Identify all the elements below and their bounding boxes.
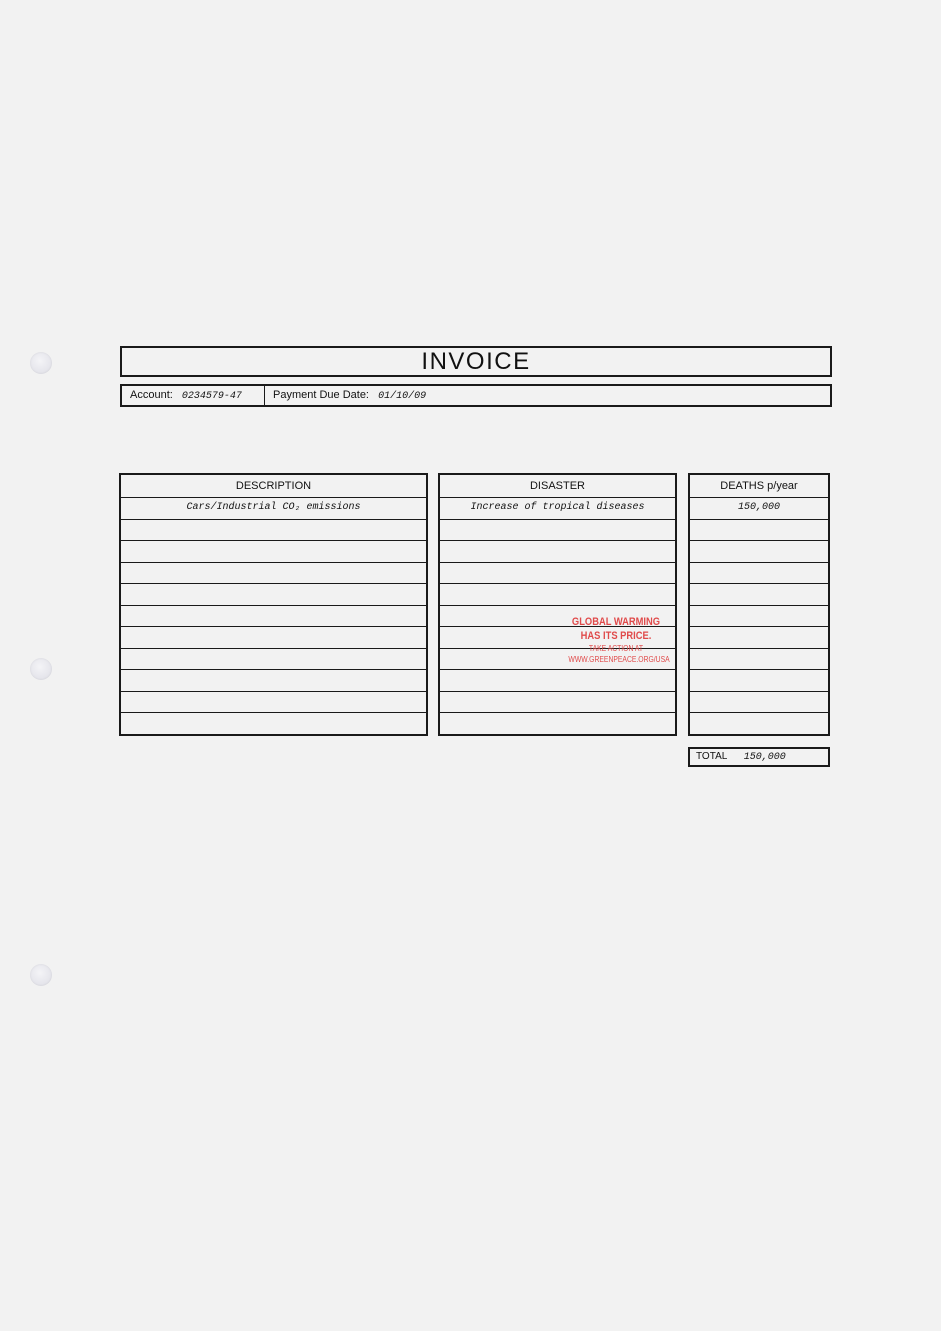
table-cell-description: [121, 584, 426, 606]
account-cell: [122, 386, 265, 405]
due-date-value: 01/10/09: [378, 391, 427, 402]
table-cell-disaster: [440, 520, 675, 542]
binder-hole-bottom: [30, 964, 52, 986]
total-label: TOTAL: [696, 751, 727, 762]
table-cell-description: [121, 541, 426, 563]
total-box: [688, 747, 830, 767]
table-cell-description: [121, 520, 426, 542]
table-cell-description: [121, 649, 426, 671]
account-label: Account:: [130, 389, 173, 401]
stamp-line-3: TAKE ACTION AT: [588, 644, 644, 653]
table-cell-description: [121, 627, 426, 649]
table-cell-description: Cars/Industrial CO₂ emissions: [121, 498, 426, 520]
description-column: [119, 473, 428, 736]
table-cell-deaths: [690, 713, 828, 734]
table-cell-disaster: [440, 584, 675, 606]
table-cell-deaths: [690, 520, 828, 542]
table-cell-description: [121, 563, 426, 585]
table-cell-deaths: [690, 541, 828, 563]
due-date-cell: [265, 386, 426, 405]
table-cell-description: [121, 606, 426, 628]
table-cell-description: [121, 692, 426, 714]
binder-hole-middle: [30, 658, 52, 680]
table-cell-deaths: [690, 627, 828, 649]
binder-hole-top: [30, 352, 52, 374]
invoice-info-bar: [120, 384, 832, 407]
deaths-column: [688, 473, 830, 736]
disaster-header: DISASTER: [440, 475, 675, 498]
table-cell-deaths: 150,000: [690, 498, 828, 520]
invoice-title: INVOICE: [120, 346, 832, 377]
deaths-rows: [690, 498, 828, 734]
table-cell-deaths: [690, 584, 828, 606]
total-value: 150,000: [743, 752, 786, 763]
greenpeace-stamp: [560, 615, 672, 665]
account-value: 0234579-47: [181, 391, 242, 402]
table-cell-deaths: [690, 649, 828, 671]
deaths-header: DEATHS p/year: [690, 475, 828, 498]
table-cell-disaster: [440, 563, 675, 585]
table-cell-disaster: [440, 541, 675, 563]
stamp-line-1: GLOBAL WARMING: [571, 616, 661, 628]
disaster-column: [438, 473, 677, 736]
table-cell-disaster: Increase of tropical diseases: [440, 498, 675, 520]
table-cell-description: [121, 670, 426, 692]
table-cell-deaths: [690, 692, 828, 714]
table-cell-disaster: [440, 692, 675, 714]
stamp-url: WWW.GREENPEACE.ORG/USA: [568, 655, 670, 664]
description-rows: [121, 498, 426, 734]
stamp-line-2: HAS ITS PRICE.: [580, 630, 652, 642]
table-cell-disaster: [440, 713, 675, 734]
table-cell-description: [121, 713, 426, 734]
table-cell-deaths: [690, 563, 828, 585]
table-cell-disaster: [440, 670, 675, 692]
table-cell-deaths: [690, 606, 828, 628]
due-date-label: Payment Due Date:: [273, 389, 369, 401]
description-header: DESCRIPTION: [121, 475, 426, 498]
table-cell-deaths: [690, 670, 828, 692]
